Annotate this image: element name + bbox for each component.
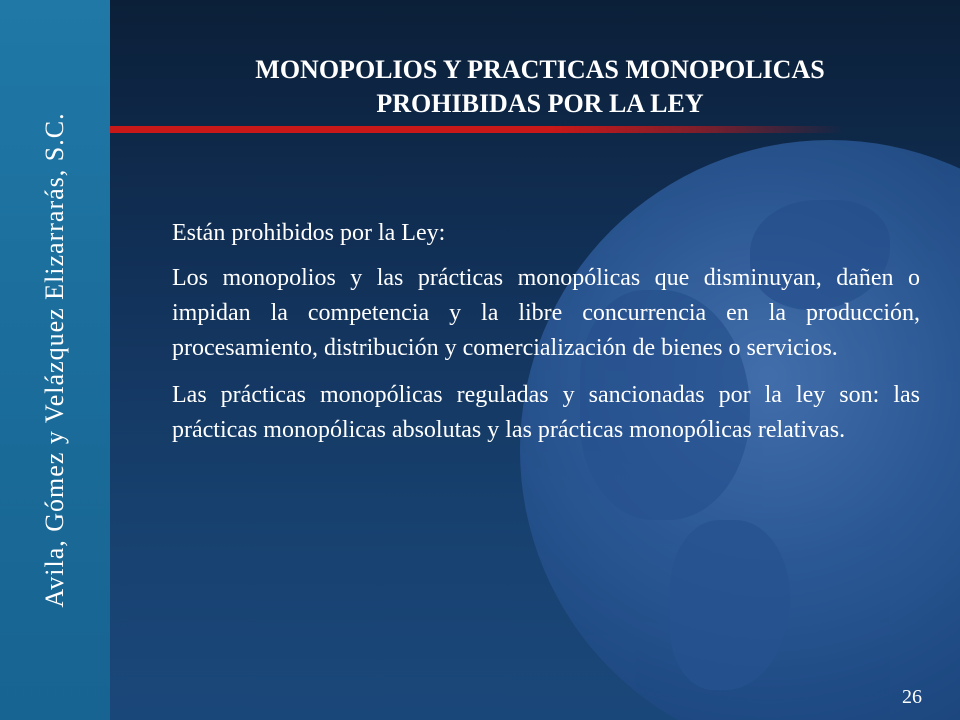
slide-body bbox=[172, 216, 920, 460]
page-number: 26 bbox=[902, 686, 922, 708]
page-title bbox=[150, 53, 930, 121]
paragraph-1: Los monopolios y las prácticas monopólicas que disminuyan, dañen o impidan la competencia y la libre concurrencia en la producción, procesamiento, distribución y comercialización de bienes o servicios. bbox=[172, 265, 920, 361]
intro-text: Están prohibidos por la Ley: bbox=[172, 220, 446, 246]
title-line-2: PROHIBIDAS POR LA LEY bbox=[376, 89, 704, 118]
firm-name: Avila, Gómez y Velázquez Elizarrarás, S.C. bbox=[40, 112, 69, 608]
sidebar bbox=[0, 0, 110, 720]
paragraph-2: Las prácticas monopólicas reguladas y sancionadas por la ley son: las prácticas monopólicas absolutas y las prácticas monopólicas relativas. bbox=[172, 382, 920, 443]
title-line-1: MONOPOLIOS Y PRACTICAS MONOPOLICAS bbox=[255, 55, 825, 84]
title-divider bbox=[110, 126, 845, 133]
globe-landmass bbox=[670, 520, 790, 690]
